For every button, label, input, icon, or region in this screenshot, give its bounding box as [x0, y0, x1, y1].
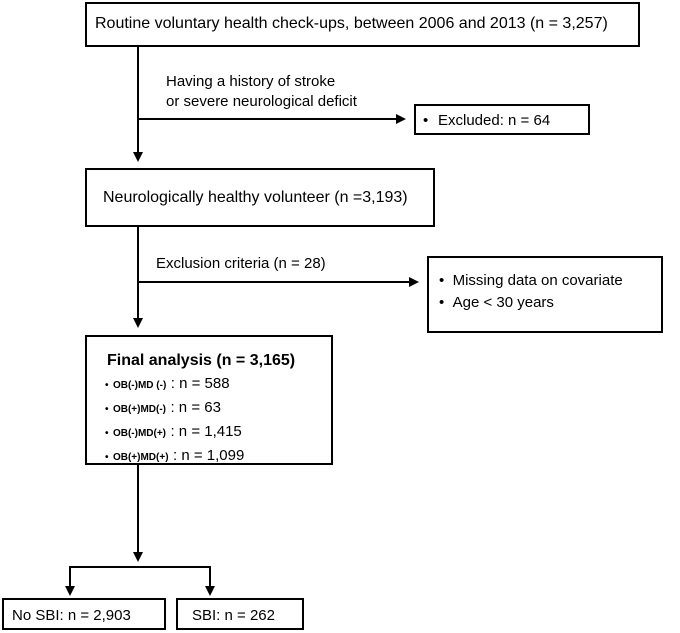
final-item-1: • OB(-)MD (-) : n = 588 — [105, 375, 230, 392]
excluded-second-item-1-text: Missing data on covariate — [452, 272, 623, 289]
final-item-4-label: OB(+)MD(+) — [112, 452, 169, 463]
final-item-4-value: : n = 1,099 — [172, 447, 245, 464]
final-analysis-title: Final analysis (n = 3,165) — [107, 352, 296, 369]
excluded-first-bullet: • — [423, 112, 429, 129]
box-routine-checkups-text: Routine voluntary health check-ups, between 2006 and 2013 (n = 3,257) — [95, 15, 608, 32]
final-item-2-value: : n = 63 — [170, 399, 221, 416]
final-item-4: • OB(+)MD(+) : n = 1,099 — [105, 447, 245, 464]
excluded-second-item-2-text: Age < 30 years — [452, 294, 554, 311]
excluded-second-item-1-bullet: • — [439, 272, 445, 289]
box-healthy-volunteer-text: Neurologically healthy volunteer (n =3,193) — [103, 189, 408, 206]
final-item-1-value: : n = 588 — [170, 375, 230, 392]
box-no-sbi — [2, 598, 166, 630]
final-item-3-value: : n = 1,415 — [170, 423, 242, 440]
label-stroke-line1: Having a history of stroke — [166, 73, 336, 90]
label-stroke-line2: or severe neurological deficit — [166, 93, 357, 110]
final-item-1-label: OB(-)MD (-) — [112, 380, 167, 391]
box-routine-checkups — [85, 2, 640, 47]
excluded-second-item-1 — [439, 270, 623, 292]
box-no-sbi-text: No SBI: n = 2,903 — [12, 607, 131, 624]
final-item-2-label: OB(+)MD(-) — [112, 404, 167, 415]
final-item-3: • OB(-)MD(+) : n = 1,415 — [105, 423, 242, 440]
final-item-2: • OB(+)MD(-) : n = 63 — [105, 399, 221, 416]
box-excluded-first — [414, 104, 590, 135]
excluded-first-text: Excluded: n = 64 — [438, 112, 551, 129]
excluded-second-item-2 — [439, 292, 623, 314]
final-item-3-label: OB(-)MD(+) — [112, 428, 167, 439]
excluded-second-item-2-bullet: • — [439, 294, 445, 311]
box-healthy-volunteer — [85, 168, 435, 227]
box-sbi — [176, 598, 304, 630]
box-final-analysis — [85, 335, 333, 465]
box-excluded-second — [427, 256, 663, 333]
box-sbi-text: SBI: n = 262 — [192, 607, 275, 624]
label-exclusion-criteria: Exclusion criteria (n = 28) — [156, 255, 326, 272]
